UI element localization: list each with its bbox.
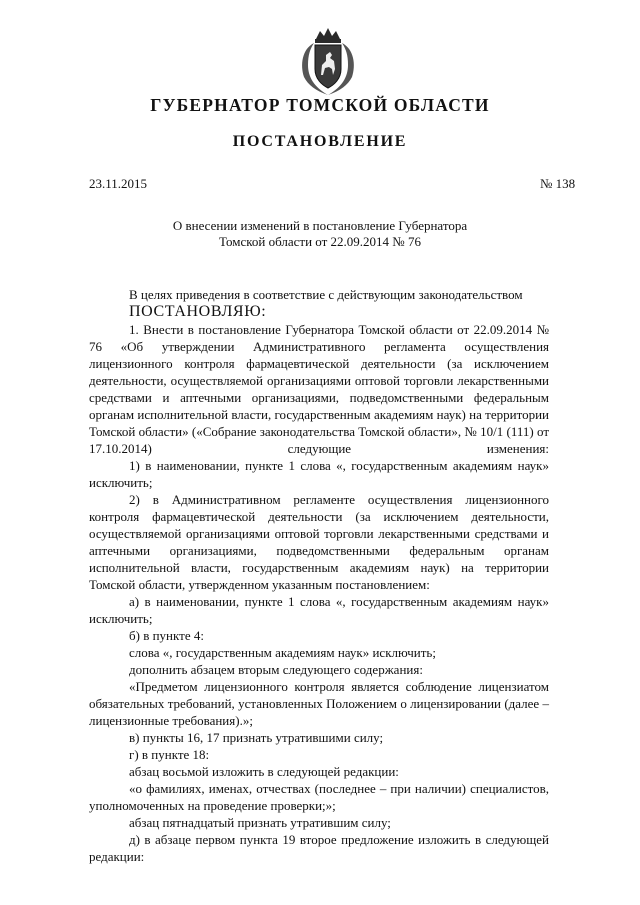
doc-type-title: ПОСТАНОВЛЕНИЕ	[232, 133, 408, 150]
resolution-word: ПОСТАНОВЛЯЮ:	[129, 303, 267, 320]
body-paragraph: в) пункты 16, 17 признать утратившими силу;	[129, 730, 384, 745]
coat-of-arms-emblem	[296, 25, 360, 97]
document-date: 23.11.2015	[89, 176, 148, 191]
org-title: ГУБЕРНАТОР ТОМСКОЙ ОБЛАСТИ	[150, 95, 490, 115]
body-paragraph: а) в наименовании, пункте 1 слова «, государственным академиям наук» исключить;	[89, 594, 549, 626]
body-paragraph: 2) в Административном регламенте осуществления лицензионного контроля фармацевтической деятельности (за исключением деятельности, осуществляемой организациями оптовой торговли лекарственными средствами и аптечными организациями, подведомственными федеральным органам исполнительной власти, государственным академиям наук) на территории Томской области, утвержденном указанным постановлением:	[89, 492, 550, 592]
body-paragraph: абзац восьмой изложить в следующей редакции:	[129, 764, 399, 779]
body-paragraph: «Предметом лицензионного контроля является соблюдение лицензиатом обязательных требований, установленных Положением о лицензировании (далее – лицензионные требования).»;	[89, 679, 550, 728]
body-paragraph: «о фамилиях, именах, отчествах (последнее – при наличии) специалистов, уполномоченных на проведение проверки;»;	[89, 781, 549, 813]
subject-line: О внесении изменений в постановление Губернатора	[172, 218, 468, 233]
subject-line: Томской области от 22.09.2014 № 76	[219, 234, 421, 249]
body-paragraph: 1) в наименовании, пункте 1 слова «, государственным академиям наук» исключить;	[89, 458, 549, 490]
body-paragraph: дополнить абзацем вторым следующего содержания:	[129, 662, 423, 677]
preamble-paragraph: В целях приведения в соответствие с действующим законодательством	[129, 287, 523, 302]
body-paragraph: б) в пункте 4:	[129, 628, 204, 643]
document-number: № 138	[540, 176, 576, 191]
document-subject	[0, 218, 640, 250]
body-paragraph: д) в абзаце первом пункта 19 второе предложение изложить в следующей редакции:	[89, 832, 549, 864]
body-paragraph: абзац пятнадцатый признать утратившим силу;	[129, 815, 391, 830]
body-paragraph: г) в пункте 18:	[129, 747, 210, 762]
body-paragraph: слова «, государственным академиям наук» исключить;	[129, 645, 436, 660]
body-paragraph: 1. Внести в постановление Губернатора Томской области от 22.09.2014 № 76 «Об утверждении Административного регламента осуществления лицензионного контроля фармацевтической деятельности (за исключением деятельности, осуществляемой организациями оптовой торговли лекарственными средствами и аптечными организациями, подведомственными федеральным органам исполнительной власти, государственным академиям наук) на территории Томской области» («Собрание законодательства Томской области», № 10/1 (111) от 17.10.2014) следующие изменения:	[89, 322, 550, 456]
document-body	[89, 287, 549, 865]
